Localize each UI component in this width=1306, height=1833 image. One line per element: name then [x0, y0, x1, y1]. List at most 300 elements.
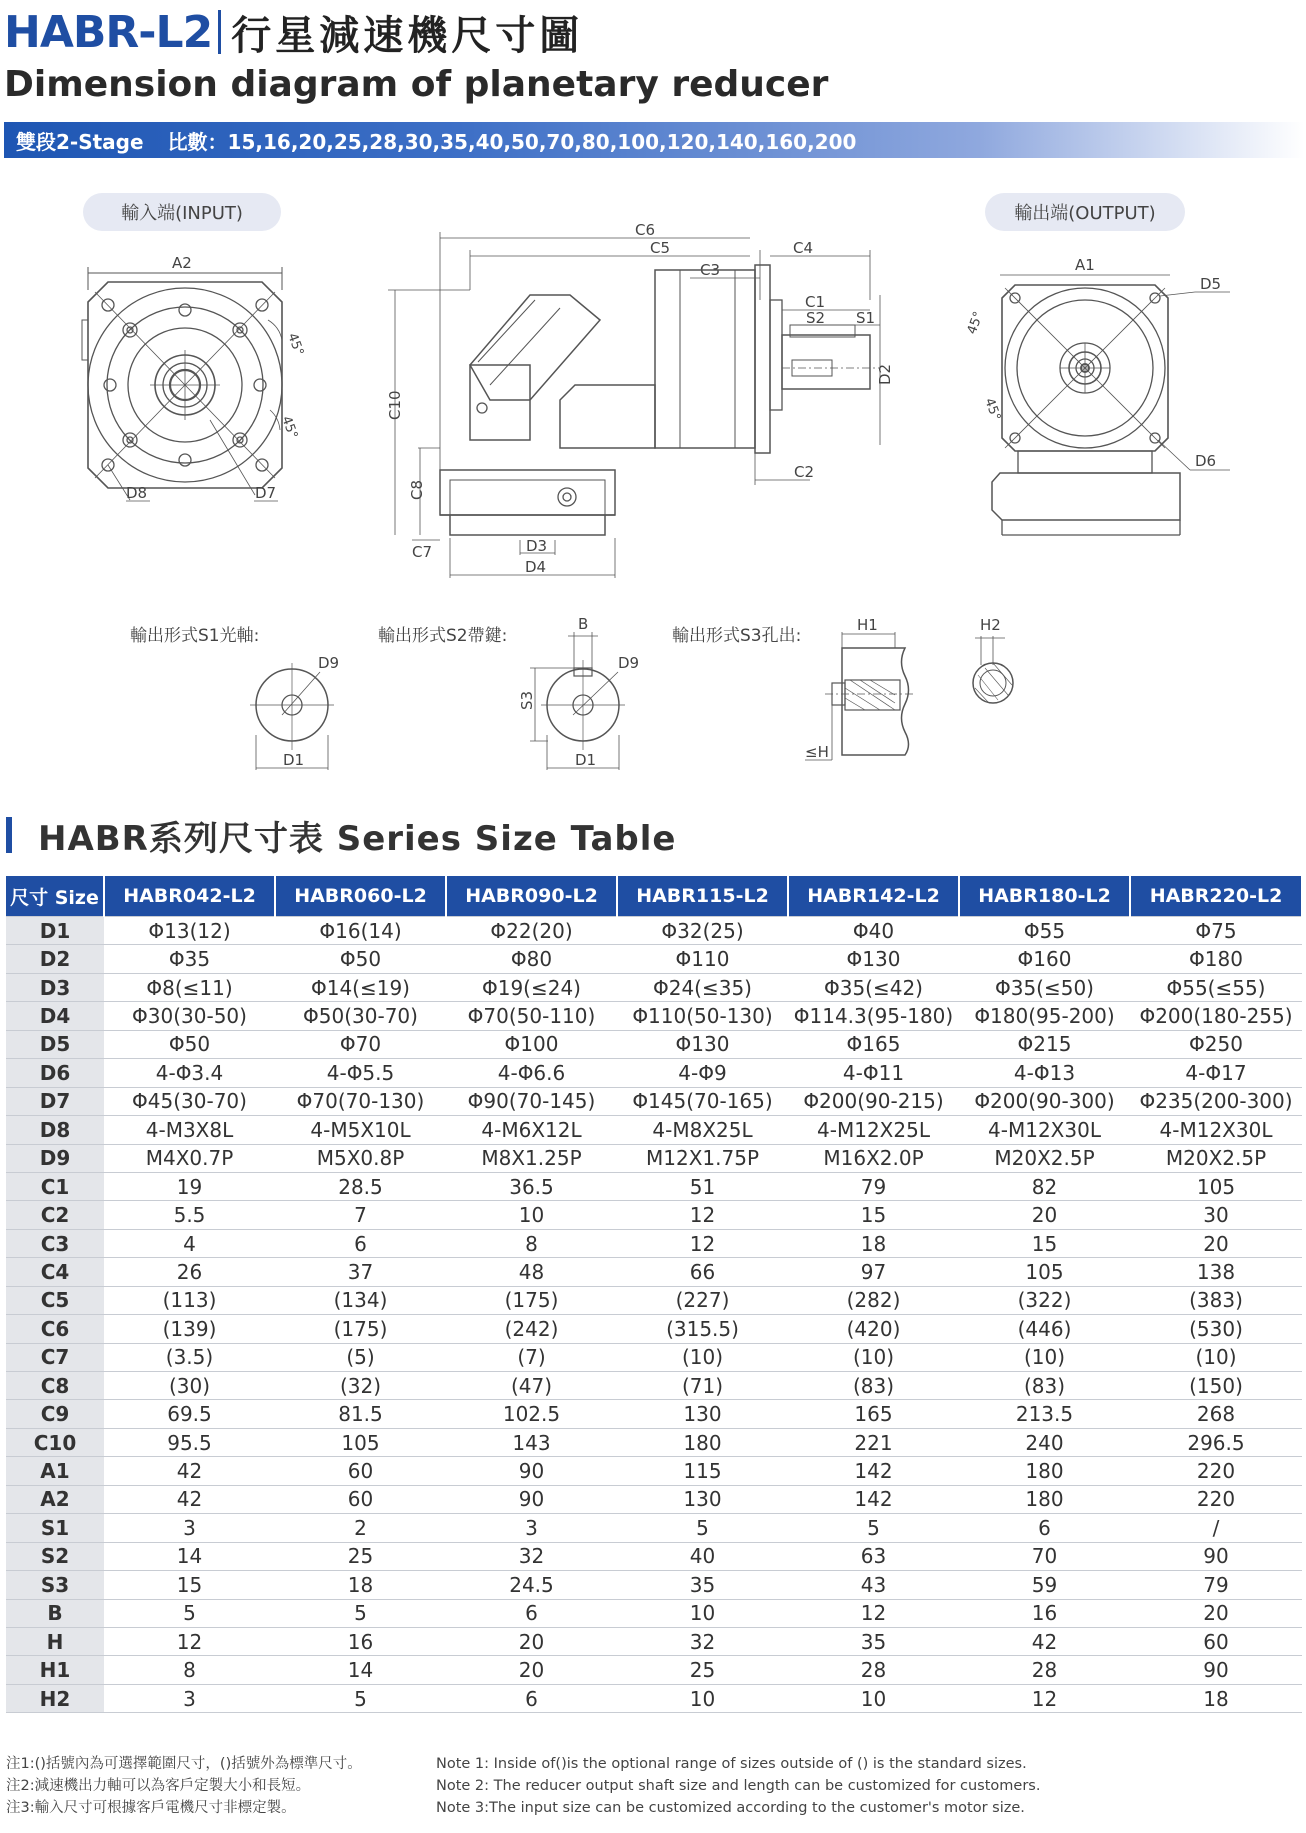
- table-cell: 4-Φ11: [788, 1059, 959, 1087]
- dim-d5: D5: [1200, 275, 1222, 293]
- row-key: H1: [6, 1656, 104, 1684]
- table-cell: 115: [617, 1457, 788, 1485]
- dim-a2: A2: [172, 254, 192, 272]
- table-cell: 268: [1130, 1400, 1302, 1428]
- table-cell: Φ32(25): [617, 917, 788, 945]
- table-cell: (7): [446, 1343, 617, 1371]
- table-cell: 5: [275, 1599, 446, 1627]
- table-cell: Φ16(14): [275, 917, 446, 945]
- table-cell: 4-M6X12L: [446, 1116, 617, 1144]
- dim-d2: D2: [876, 363, 894, 385]
- table-cell: Φ130: [788, 945, 959, 973]
- table-cell: 220: [1130, 1485, 1302, 1513]
- table-row: [6, 1656, 1302, 1684]
- table-cell: 43: [788, 1571, 959, 1599]
- table-header-model: HABR060-L2: [275, 876, 446, 917]
- table-cell: (5): [275, 1343, 446, 1371]
- table-cell: Φ110: [617, 945, 788, 973]
- dim-d4: D4: [525, 558, 547, 576]
- table-cell: M12X1.75P: [617, 1144, 788, 1172]
- table-cell: 5: [104, 1599, 275, 1627]
- table-cell: Φ215: [959, 1030, 1130, 1058]
- table-cell: (227): [617, 1286, 788, 1314]
- table-cell: 130: [617, 1485, 788, 1513]
- table-cell: 8: [104, 1656, 275, 1684]
- table-cell: 105: [275, 1428, 446, 1456]
- table-cell: 4-M3X8L: [104, 1116, 275, 1144]
- table-cell: 143: [446, 1428, 617, 1456]
- table-header-size: 尺寸 Size: [6, 876, 104, 917]
- table-cell: Φ35(≤42): [788, 973, 959, 1001]
- table-cell: 24.5: [446, 1571, 617, 1599]
- table-cell: 60: [1130, 1627, 1302, 1655]
- table-cell: 220: [1130, 1457, 1302, 1485]
- table-cell: 4-Φ5.5: [275, 1059, 446, 1087]
- table-cell: Φ160: [959, 945, 1130, 973]
- dim-c3: C3: [700, 261, 721, 279]
- dim-d3: D3: [526, 537, 548, 555]
- table-cell: 180: [959, 1457, 1130, 1485]
- table-cell: Φ250: [1130, 1030, 1302, 1058]
- note-en-3: Note 3:The input size can be customized according to the customer's motor size.: [436, 1800, 1025, 1816]
- table-cell: 5: [788, 1514, 959, 1542]
- row-key: B: [6, 1599, 104, 1627]
- table-row: [6, 1059, 1302, 1087]
- stage-band: [4, 122, 1304, 158]
- table-row: [6, 945, 1302, 973]
- table-cell: 14: [104, 1542, 275, 1570]
- row-key: C1: [6, 1172, 104, 1200]
- s1-d9: D9: [318, 654, 340, 672]
- table-cell: 81.5: [275, 1400, 446, 1428]
- table-cell: Φ35: [104, 945, 275, 973]
- table-cell: (420): [788, 1315, 959, 1343]
- output-angle-2: 45°: [981, 396, 1004, 424]
- table-cell: 6: [959, 1514, 1130, 1542]
- table-row: [6, 1514, 1302, 1542]
- row-key: D9: [6, 1144, 104, 1172]
- table-cell: (383): [1130, 1286, 1302, 1314]
- s3-h: ≤H: [805, 743, 829, 761]
- table-cell: (446): [959, 1315, 1130, 1343]
- table-cell: 19: [104, 1172, 275, 1200]
- table-cell: 8: [446, 1229, 617, 1257]
- s1-title: 輸出形式S1光軸:: [130, 626, 260, 646]
- table-row: [6, 1201, 1302, 1229]
- table-header-model: HABR090-L2: [446, 876, 617, 917]
- table-cell: 20: [446, 1656, 617, 1684]
- table-cell: Φ50: [275, 945, 446, 973]
- table-cell: Φ75: [1130, 917, 1302, 945]
- table-cell: Φ19(≤24): [446, 973, 617, 1001]
- row-key: D8: [6, 1116, 104, 1144]
- row-key: C9: [6, 1400, 104, 1428]
- table-cell: 4-M12X25L: [788, 1116, 959, 1144]
- input-label: 輸入端(INPUT): [121, 203, 243, 224]
- table-row: [6, 1144, 1302, 1172]
- table-cell: 51: [617, 1172, 788, 1200]
- table-cell: 63: [788, 1542, 959, 1570]
- row-key: D7: [6, 1087, 104, 1115]
- table-cell: 4-Φ13: [959, 1059, 1130, 1087]
- table-row: [6, 1172, 1302, 1200]
- input-angle-1: 45°: [284, 331, 307, 359]
- table-cell: 213.5: [959, 1400, 1130, 1428]
- table-cell: Φ50(30-70): [275, 1002, 446, 1030]
- table-cell: Φ165: [788, 1030, 959, 1058]
- table-cell: 70: [959, 1542, 1130, 1570]
- dim-s1: S1: [856, 309, 876, 327]
- table-row: [6, 1457, 1302, 1485]
- table-cell: 3: [104, 1514, 275, 1542]
- page-title-en: Dimension diagram of planetary reducer: [4, 64, 829, 105]
- output-type-s1: [130, 626, 339, 770]
- input-view: [82, 254, 306, 502]
- table-cell: 90: [446, 1457, 617, 1485]
- table-cell: (175): [446, 1286, 617, 1314]
- table-cell: 12: [104, 1627, 275, 1655]
- table-cell: 28: [959, 1656, 1130, 1684]
- table-cell: 7: [275, 1201, 446, 1229]
- model-code: HABR-L2: [4, 6, 213, 58]
- output-type-s3: [672, 616, 1013, 761]
- row-key: D2: [6, 945, 104, 973]
- table-row: [6, 1229, 1302, 1257]
- table-header-model: HABR115-L2: [617, 876, 788, 917]
- table-cell: 12: [959, 1684, 1130, 1712]
- table-row: [6, 973, 1302, 1001]
- table-cell: Φ35(≤50): [959, 973, 1130, 1001]
- table-cell: 20: [959, 1201, 1130, 1229]
- size-table: [6, 876, 1303, 1713]
- table-cell: 35: [617, 1571, 788, 1599]
- s1-d1: D1: [283, 751, 305, 769]
- table-cell: (10): [788, 1343, 959, 1371]
- note-en-1: Note 1: Inside of()is the optional range of sizes outside of () is the standard sizes.: [436, 1756, 1027, 1772]
- table-row: [6, 1627, 1302, 1655]
- table-cell: Φ13(12): [104, 917, 275, 945]
- table-cell: 16: [275, 1627, 446, 1655]
- table-cell: Φ110(50-130): [617, 1002, 788, 1030]
- table-cell: 12: [617, 1201, 788, 1229]
- table-cell: (10): [1130, 1343, 1302, 1371]
- ratio-text: 比數：15,16,20,25,28,30,35,40,50,70,80,100,120,140,160,200: [167, 129, 857, 154]
- stage-label: 雙段2-Stage: [16, 129, 144, 154]
- table-cell: 82: [959, 1172, 1130, 1200]
- section-bar: [6, 817, 12, 853]
- table-cell: 90: [1130, 1542, 1302, 1570]
- table-cell: (139): [104, 1315, 275, 1343]
- row-key: C7: [6, 1343, 104, 1371]
- table-cell: 4-Φ6.6: [446, 1059, 617, 1087]
- dim-c5: C5: [650, 239, 671, 257]
- table-cell: 28.5: [275, 1172, 446, 1200]
- table-cell: 42: [104, 1485, 275, 1513]
- s2-d9: D9: [618, 654, 640, 672]
- dim-s2: S2: [806, 309, 826, 327]
- dim-c7: C7: [412, 543, 433, 561]
- table-cell: /: [1130, 1514, 1302, 1542]
- table-cell: 296.5: [1130, 1428, 1302, 1456]
- table-cell: 105: [959, 1258, 1130, 1286]
- row-key: D4: [6, 1002, 104, 1030]
- table-cell: 32: [446, 1542, 617, 1570]
- table-cell: Φ180: [1130, 945, 1302, 973]
- row-key: S1: [6, 1514, 104, 1542]
- table-cell: 79: [788, 1172, 959, 1200]
- table-cell: (315.5): [617, 1315, 788, 1343]
- dim-c4: C4: [793, 239, 814, 257]
- dim-d6: D6: [1195, 452, 1217, 470]
- table-row: [6, 1372, 1302, 1400]
- table-cell: 5.5: [104, 1201, 275, 1229]
- table-cell: 165: [788, 1400, 959, 1428]
- row-key: H2: [6, 1684, 104, 1712]
- table-cell: Φ55: [959, 917, 1130, 945]
- table-cell: 4-M12X30L: [959, 1116, 1130, 1144]
- table-cell: M8X1.25P: [446, 1144, 617, 1172]
- table-cell: M20X2.5P: [1130, 1144, 1302, 1172]
- table-cell: 4: [104, 1229, 275, 1257]
- table-cell: (150): [1130, 1372, 1302, 1400]
- table-cell: 3: [446, 1514, 617, 1542]
- output-label: 輸出端(OUTPUT): [1014, 203, 1156, 224]
- row-key: H: [6, 1627, 104, 1655]
- table-cell: 79: [1130, 1571, 1302, 1599]
- table-row: [6, 1571, 1302, 1599]
- table-cell: Φ114.3(95-180): [788, 1002, 959, 1030]
- table-cell: 30: [1130, 1201, 1302, 1229]
- table-cell: 221: [788, 1428, 959, 1456]
- section-title: HABR系列尺寸表 Series Size Table: [38, 818, 677, 859]
- table-row: [6, 1116, 1302, 1144]
- table-cell: M5X0.8P: [275, 1144, 446, 1172]
- table-cell: 10: [788, 1684, 959, 1712]
- table-header-model: HABR220-L2: [1130, 876, 1302, 917]
- row-key: C3: [6, 1229, 104, 1257]
- table-cell: 66: [617, 1258, 788, 1286]
- row-key: D1: [6, 917, 104, 945]
- table-row: [6, 1002, 1302, 1030]
- table-cell: (322): [959, 1286, 1130, 1314]
- table-cell: 18: [275, 1571, 446, 1599]
- title-line: [4, 4, 583, 60]
- note-cn-1: 注1:()括號內為可選擇範圍尺寸，()括號外為標準尺寸。: [6, 1756, 362, 1772]
- table-cell: 48: [446, 1258, 617, 1286]
- table-cell: 36.5: [446, 1172, 617, 1200]
- table-cell: Φ30(30-50): [104, 1002, 275, 1030]
- table-cell: M4X0.7P: [104, 1144, 275, 1172]
- table-cell: 142: [788, 1485, 959, 1513]
- dim-d7: D7: [255, 484, 277, 502]
- table-cell: (71): [617, 1372, 788, 1400]
- table-cell: 5: [617, 1514, 788, 1542]
- table-cell: 25: [617, 1656, 788, 1684]
- table-header-row: [6, 876, 1302, 917]
- table-cell: Φ14(≤19): [275, 973, 446, 1001]
- table-cell: (83): [788, 1372, 959, 1400]
- s2-s3: S3: [518, 690, 536, 710]
- table-row: [6, 1428, 1302, 1456]
- table-cell: (32): [275, 1372, 446, 1400]
- table-cell: Φ200(90-300): [959, 1087, 1130, 1115]
- table-cell: Φ50: [104, 1030, 275, 1058]
- section-heading: [6, 815, 677, 859]
- table-cell: 20: [446, 1627, 617, 1655]
- table-cell: 102.5: [446, 1400, 617, 1428]
- table-cell: 240: [959, 1428, 1130, 1456]
- table-cell: 4-Φ17: [1130, 1059, 1302, 1087]
- table-cell: 4-Φ9: [617, 1059, 788, 1087]
- table-cell: Φ70(50-110): [446, 1002, 617, 1030]
- row-key: A1: [6, 1457, 104, 1485]
- table-header-model: HABR042-L2: [104, 876, 275, 917]
- table-cell: 69.5: [104, 1400, 275, 1428]
- table-cell: (30): [104, 1372, 275, 1400]
- table-cell: Φ200(180-255): [1130, 1002, 1302, 1030]
- table-cell: Φ24(≤35): [617, 973, 788, 1001]
- table-cell: 60: [275, 1457, 446, 1485]
- output-type-s2: [378, 615, 639, 770]
- table-cell: 105: [1130, 1172, 1302, 1200]
- table-cell: 142: [788, 1457, 959, 1485]
- table-cell: (134): [275, 1286, 446, 1314]
- table-cell: 90: [1130, 1656, 1302, 1684]
- row-key: A2: [6, 1485, 104, 1513]
- dim-c2: C2: [794, 463, 815, 481]
- table-cell: 180: [959, 1485, 1130, 1513]
- table-cell: Φ130: [617, 1030, 788, 1058]
- table-cell: (175): [275, 1315, 446, 1343]
- table-cell: 95.5: [104, 1428, 275, 1456]
- table-cell: 37: [275, 1258, 446, 1286]
- table-row: [6, 917, 1302, 945]
- row-key: C10: [6, 1428, 104, 1456]
- table-cell: 15: [959, 1229, 1130, 1257]
- table-cell: Φ235(200-300): [1130, 1087, 1302, 1115]
- input-angle-2: 45°: [278, 414, 301, 442]
- output-angle-1: 45°: [964, 309, 987, 337]
- page-title-cn: 行星減速機尺寸圖: [231, 12, 584, 59]
- table-cell: Φ22(20): [446, 917, 617, 945]
- row-key: C5: [6, 1286, 104, 1314]
- table-cell: 60: [275, 1485, 446, 1513]
- output-view: [965, 256, 1230, 535]
- table-cell: 4-M8X25L: [617, 1116, 788, 1144]
- table-cell: 97: [788, 1258, 959, 1286]
- table-cell: Φ100: [446, 1030, 617, 1058]
- row-key: C2: [6, 1201, 104, 1229]
- table-cell: Φ180(95-200): [959, 1002, 1130, 1030]
- table-row: [6, 1343, 1302, 1371]
- table-header-model: HABR142-L2: [788, 876, 959, 917]
- table-row: [6, 1087, 1302, 1115]
- table-cell: 14: [275, 1656, 446, 1684]
- dimension-drawing: [0, 160, 1306, 800]
- table-body: [6, 917, 1302, 1713]
- table-cell: 42: [104, 1457, 275, 1485]
- table-cell: 28: [788, 1656, 959, 1684]
- note-en-2: Note 2: The reducer output shaft size and length can be customized for customers.: [436, 1778, 1041, 1794]
- table-cell: (10): [959, 1343, 1130, 1371]
- table-cell: 20: [1130, 1599, 1302, 1627]
- row-key: D3: [6, 973, 104, 1001]
- table-cell: 4-M5X10L: [275, 1116, 446, 1144]
- note-cn-2: 注2:減速機出力軸可以為客戶定製大小和長短。: [6, 1778, 311, 1794]
- table-cell: 3: [104, 1684, 275, 1712]
- table-row: [6, 1315, 1302, 1343]
- table-cell: 35: [788, 1627, 959, 1655]
- table-cell: Φ70(70-130): [275, 1087, 446, 1115]
- table-cell: 10: [617, 1599, 788, 1627]
- table-cell: (10): [617, 1343, 788, 1371]
- s2-b: B: [578, 615, 589, 633]
- dim-c6: C6: [635, 221, 656, 239]
- row-key: D5: [6, 1030, 104, 1058]
- table-row: [6, 1684, 1302, 1712]
- table-cell: Φ80: [446, 945, 617, 973]
- table-cell: (47): [446, 1372, 617, 1400]
- table-cell: Φ8(≤11): [104, 973, 275, 1001]
- title-separator: [218, 10, 221, 54]
- table-cell: 5: [275, 1684, 446, 1712]
- notes-cn: [6, 1753, 362, 1819]
- table-cell: 180: [617, 1428, 788, 1456]
- table-cell: 18: [788, 1229, 959, 1257]
- row-key: C8: [6, 1372, 104, 1400]
- table-cell: 12: [788, 1599, 959, 1627]
- table-cell: 15: [788, 1201, 959, 1229]
- table-cell: 138: [1130, 1258, 1302, 1286]
- table-row: [6, 1400, 1302, 1428]
- notes-en: [436, 1753, 1040, 1819]
- table-row: [6, 1599, 1302, 1627]
- table-cell: Φ145(70-165): [617, 1087, 788, 1115]
- table-cell: 42: [959, 1627, 1130, 1655]
- table-cell: M16X2.0P: [788, 1144, 959, 1172]
- table-cell: (242): [446, 1315, 617, 1343]
- table-cell: Φ45(30-70): [104, 1087, 275, 1115]
- row-key: D6: [6, 1059, 104, 1087]
- s2-d1: D1: [575, 751, 597, 769]
- table-cell: 12: [617, 1229, 788, 1257]
- table-cell: (83): [959, 1372, 1130, 1400]
- table-cell: 15: [104, 1571, 275, 1599]
- table-cell: 32: [617, 1627, 788, 1655]
- table-cell: 26: [104, 1258, 275, 1286]
- table-row: [6, 1030, 1302, 1058]
- row-key: S2: [6, 1542, 104, 1570]
- table-row: [6, 1286, 1302, 1314]
- table-cell: 6: [446, 1599, 617, 1627]
- table-cell: M20X2.5P: [959, 1144, 1130, 1172]
- table-cell: 16: [959, 1599, 1130, 1627]
- dim-c1: C1: [805, 293, 826, 311]
- s3-h2: H2: [980, 616, 1001, 634]
- table-cell: (3.5): [104, 1343, 275, 1371]
- table-cell: 4-Φ3.4: [104, 1059, 275, 1087]
- side-view: [386, 221, 894, 578]
- row-key: S3: [6, 1571, 104, 1599]
- table-cell: 130: [617, 1400, 788, 1428]
- table-row: [6, 1542, 1302, 1570]
- table-cell: Φ90(70-145): [446, 1087, 617, 1115]
- table-cell: Φ55(≤55): [1130, 973, 1302, 1001]
- table-cell: 4-M12X30L: [1130, 1116, 1302, 1144]
- table-cell: 6: [446, 1684, 617, 1712]
- row-key: C4: [6, 1258, 104, 1286]
- dim-a1: A1: [1075, 256, 1095, 274]
